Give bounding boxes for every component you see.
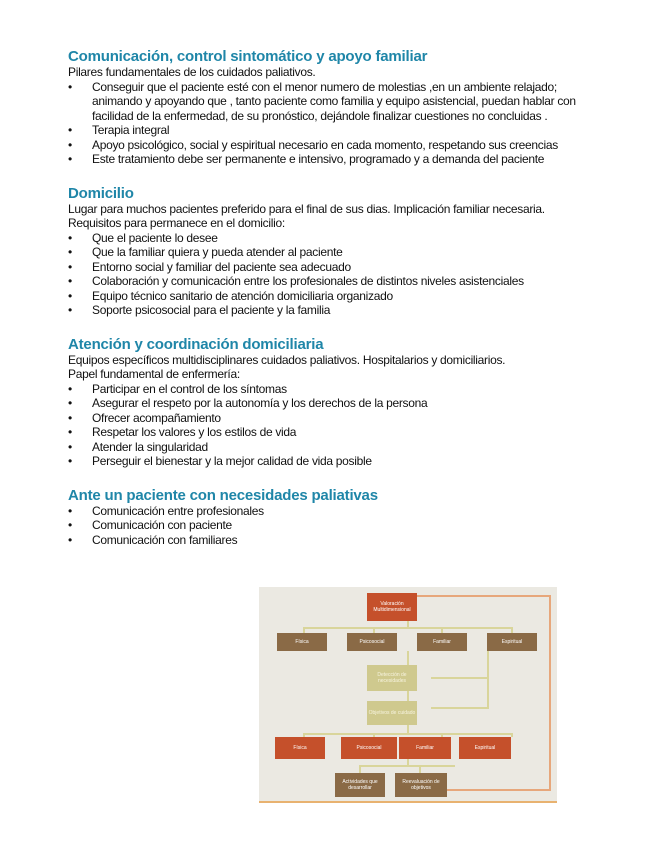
- list-item: • Terapia integral: [68, 123, 588, 138]
- connector-line: [407, 651, 409, 665]
- connector-line: [303, 627, 513, 629]
- connector-line: [487, 651, 489, 707]
- list-item: • Comunicación entre profesionales: [68, 504, 588, 519]
- bullet-list: [68, 80, 588, 167]
- list-item: • Soporte psicosocial para el paciente y la familia: [68, 303, 588, 318]
- row2-box-psicosocial: Psicosocial: [341, 737, 397, 759]
- connector-line: [303, 733, 513, 735]
- list-item: • Equipo técnico sanitario de atención domiciliaria organizado: [68, 289, 588, 304]
- feedback-line: [447, 789, 551, 791]
- section-necesidades: [68, 487, 588, 548]
- section-title: Atención y coordinación domiciliaria: [68, 335, 324, 353]
- list-item: • Participar en el control de los síntomas: [68, 382, 588, 397]
- list-item: • Que la familiar quiera y pueda atender al paciente: [68, 245, 588, 260]
- bullet-list: [68, 382, 588, 469]
- row2-box-fisica: Física: [275, 737, 325, 759]
- section-intro: Equipos específicos multidisciplinares cuidados paliativos. Hospitalarios y domiciliarios.: [68, 352, 506, 367]
- list-item: • Atender la singularidad: [68, 440, 588, 455]
- section-comunicacion: [68, 48, 588, 167]
- list-item: • Colaboración y comunicación entre los profesionales de distintos niveles asistenciales: [68, 274, 588, 289]
- connector-line: [359, 765, 455, 767]
- bullet-list: [68, 231, 588, 318]
- row1-box-espiritual: Espiritual: [487, 633, 537, 651]
- section-atencion: [68, 336, 588, 469]
- list-item: • Que el paciente lo desee: [68, 231, 588, 246]
- connector-line: [407, 691, 409, 701]
- row1-box-fisica: Física: [277, 633, 327, 651]
- bullet-list: [68, 504, 588, 548]
- connector-line: [359, 765, 361, 773]
- actividades-box: Actividades que desarrollar: [335, 773, 385, 797]
- section-intro-2: Requisitos para permanece en el domicilio:: [68, 216, 285, 230]
- list-item: • Respetar los valores y los estilos de vida: [68, 425, 588, 440]
- connector-line: [431, 707, 489, 709]
- feedback-line: [417, 595, 551, 597]
- list-item: • Ofrecer acompañamiento: [68, 411, 588, 426]
- section-intro: Lugar para muchos pacientes preferido para el final de sus dias. Implicación familiar necesaria.: [68, 201, 545, 216]
- section-title: Domicilio: [68, 184, 134, 202]
- list-item: • Comunicación con familiares: [68, 533, 588, 548]
- section-intro: Pilares fundamentales de los cuidados paliativos.: [68, 65, 316, 79]
- list-item: • Comunicación con paciente: [68, 518, 588, 533]
- connector-line: [419, 765, 421, 773]
- document-page: [68, 48, 588, 565]
- care-flow-diagram: [259, 587, 557, 803]
- list-item: • Apoyo psicológico, social y espiritual necesario en cada momento, respetando sus creencias: [68, 138, 588, 153]
- feedback-line: [549, 595, 551, 791]
- section-title: Ante un paciente con necesidades paliativas: [68, 486, 378, 504]
- objetivos-box: Objetivos de cuidado: [367, 701, 417, 725]
- list-item: • Entorno social y familiar del paciente sea adecuado: [68, 260, 588, 275]
- list-item: • Conseguir que el paciente esté con el menor numero de molestias ,en un ambiente relajado; animando y apoyando que , tanto paciente como familia y equipo asistencial, puedan hablar con facilidad de la enfermedad, de su pronóstico, dejándole finalizar cuestiones no concluidas .: [68, 80, 588, 124]
- section-intro-2: Papel fundamental de enfermería:: [68, 367, 240, 381]
- connector-line: [431, 677, 487, 679]
- valoracion-box: Valoración Multidimensional: [367, 593, 417, 621]
- row1-box-familiar: Familiar: [417, 633, 467, 651]
- connector-line: [511, 733, 513, 737]
- list-item: • Asegurar el respeto por la autonomía y los derechos de la persona: [68, 396, 588, 411]
- list-item: • Este tratamiento debe ser permanente e intensivo, programado y a demanda del paciente: [68, 152, 588, 167]
- row2-box-familiar: Familiar: [399, 737, 451, 759]
- deteccion-box: Detección de necesidades: [367, 665, 417, 691]
- list-item: • Perseguir el bienestar y la mejor calidad de vida posible: [68, 454, 588, 469]
- row2-box-espiritual: Espiritual: [459, 737, 511, 759]
- section-title: Comunicación, control sintomático y apoyo familiar: [68, 48, 428, 65]
- reevaluacion-box: Reevaluación de objetivos: [395, 773, 447, 797]
- row1-box-psicosocial: Psicosocial: [347, 633, 397, 651]
- section-domicilio: [68, 185, 588, 318]
